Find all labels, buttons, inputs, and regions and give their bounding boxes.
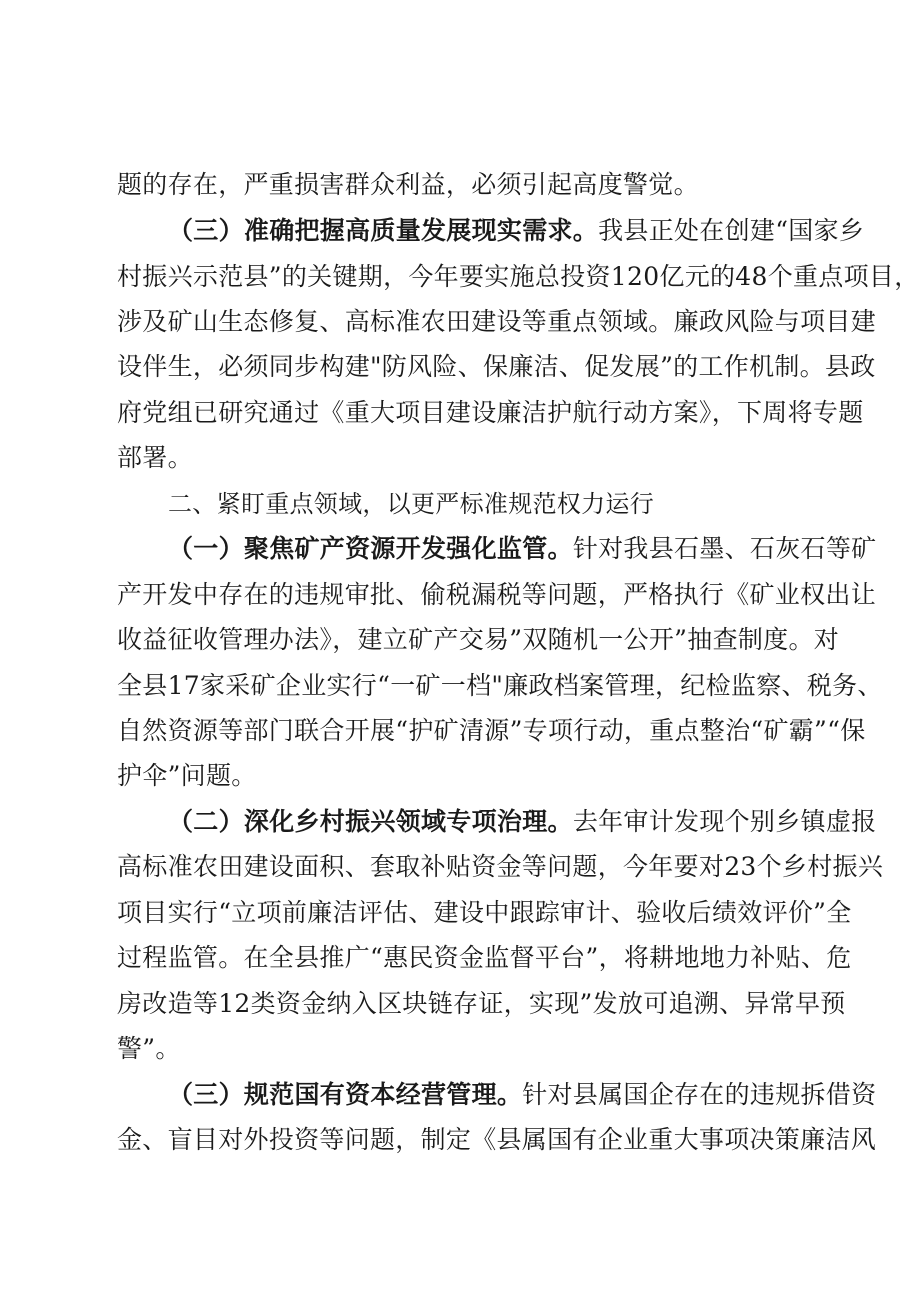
line-text: 高标准农田建设面积、套取补贴资金等问题，今年要对23个乡村振兴	[117, 852, 884, 881]
subsection-title: （一）聚焦矿产资源开发强化监管。	[168, 534, 573, 563]
line-text: 自然资源等部门联合开展“护矿清源”专项行动，重点整治“矿霸”“保	[117, 716, 866, 745]
line-text: 府党组已研究通过《重大项目建设廉洁护航行动方案》，下周将专题	[117, 398, 864, 427]
line-text: 题的存在，严重损害群众利益，必须引起高度警觉。	[117, 170, 699, 199]
subsection-line	[168, 529, 877, 569]
subsection-line	[168, 211, 865, 251]
line-text: 针对我县石墨、石灰石等矿	[572, 534, 877, 563]
body-line	[117, 347, 876, 387]
line-text: 全县17家采矿企业实行“一矿一档"廉政档案管理，纪检监察、税务、	[117, 671, 883, 700]
line-text: 设伴生，必须同步构建"防风险、保廉洁、促发展”的工作机制。县政	[117, 352, 876, 381]
section-heading	[168, 484, 818, 524]
body-line	[117, 666, 883, 706]
line-text: 过程监管。在全县推广“惠民资金监督平台”，将耕地地力补贴、危	[117, 943, 852, 972]
line-text: 村振兴示范县”的关键期，今年要实施总投资120亿元的48个重点项目，	[117, 262, 920, 291]
line-text: 收益征收管理办法》，建立矿产交易”双随机一公开”抽查制度。对	[117, 625, 840, 654]
subsection-title: （三）准确把握高质量发展现实需求。	[168, 216, 599, 245]
body-line	[117, 165, 817, 205]
body-line	[117, 620, 840, 660]
line-text: 金、盲目对外投资等问题，制定《县属国有企业重大事项决策廉洁风	[117, 1125, 877, 1154]
body-line	[117, 847, 884, 887]
body-line	[117, 302, 877, 342]
body-line	[117, 438, 817, 478]
line-text: 产开发中存在的违规审批、偷税漏税等问题，严格执行《矿业权出让	[117, 580, 877, 609]
body-line	[117, 1029, 817, 1069]
subsection-line	[168, 802, 877, 842]
body-line	[117, 257, 920, 297]
body-line	[117, 756, 817, 796]
line-text: 去年审计发现个别乡镇虚报	[572, 807, 877, 836]
body-line	[117, 984, 846, 1024]
subsection-title: （二）深化乡村振兴领域专项治理。	[168, 807, 573, 836]
line-text: 我县正处在创建“国家乡	[598, 216, 865, 245]
body-line	[117, 1120, 877, 1160]
section-heading-text: 二、紧盯重点领域，以更严标准规范权力运行	[168, 490, 654, 518]
body-line	[117, 393, 864, 433]
body-line	[117, 893, 852, 933]
subsection-title: （三）规范国有资本经营管理。	[168, 1080, 523, 1109]
line-text: 房改造等12类资金纳入区块链存证，实现”发放可追溯、异常早预	[117, 989, 846, 1018]
subsection-line	[168, 1075, 877, 1115]
body-line	[117, 938, 852, 978]
line-text: 涉及矿山生态修复、高标准农田建设等重点领域。廉政风险与项目建	[117, 307, 877, 336]
body-line	[117, 575, 877, 615]
line-text: 护伞”问题。	[117, 761, 257, 790]
line-text: 部署。	[117, 443, 193, 472]
line-text: 针对县属国企存在的违规拆借资	[522, 1080, 877, 1109]
body-line	[117, 711, 866, 751]
line-text: 警”。	[117, 1034, 181, 1063]
line-text: 项目实行“立项前廉洁评估、建设中跟踪审计、验收后绩效评价”全	[117, 898, 852, 927]
